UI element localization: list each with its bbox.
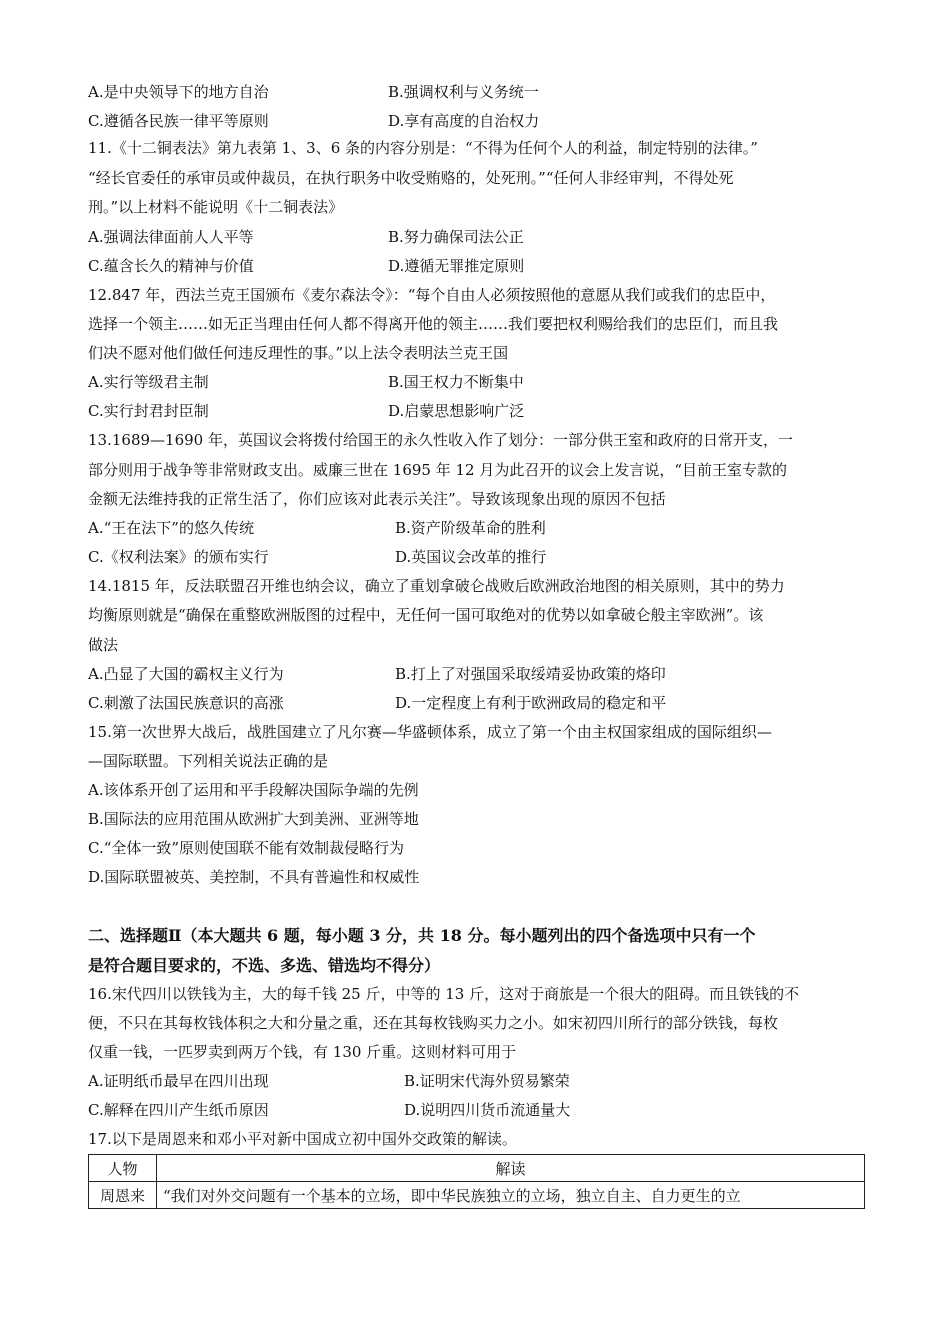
q11-option-b: B.努力确保司法公正 — [388, 228, 524, 246]
q16-option-d: D.说明四川货币流通量大 — [404, 1101, 571, 1119]
table-header-person: 人物 — [89, 1155, 157, 1182]
q14-stem-line1: 14.1815 年，反法联盟召开维也纳会议，确立了重划拿破仑战败后欧洲政治地图的相关原则，其中的势力 — [88, 577, 785, 595]
q14-option-d: D.一定程度上有利于欧洲政局的稳定和平 — [395, 694, 667, 712]
q16-option-b: B.证明宋代海外贸易繁荣 — [404, 1072, 570, 1090]
q17-table — [88, 1154, 865, 1209]
table-cell-interpretation: “我们对外交问题有一个基本的立场，即中华民族独立的立场，独立自主、自力更生的立 — [157, 1182, 865, 1209]
section2-heading-line2: 是符合题目要求的，不选、多选、错选均不得分） — [88, 956, 441, 975]
q12-option-d: D.启蒙思想影响广泛 — [388, 402, 525, 420]
q16-option-a: A.证明纸币最早在四川出现 — [88, 1072, 269, 1090]
q14-stem-line3: 做法 — [88, 636, 119, 654]
q11-option-a: A.强调法律面前人人平等 — [88, 228, 254, 246]
q10-option-b: B.强调权利与义务统一 — [388, 83, 539, 101]
q12-stem-line3: 们决不愿对他们做任何违反理性的事。”以上法令表明法兰克王国 — [88, 344, 509, 362]
q15-option-b: B.国际法的应用范围从欧洲扩大到美洲、亚洲等地 — [88, 810, 419, 828]
q11-option-d: D.遵循无罪推定原则 — [388, 257, 525, 275]
q12-option-b: B.国王权力不断集中 — [388, 373, 524, 391]
q10-option-a: A.是中央领导下的地方自治 — [88, 83, 269, 101]
table-row — [89, 1182, 865, 1209]
q11-stem-line3: 刑。”以上材料不能说明《十二铜表法》 — [88, 198, 344, 216]
q10-option-d: D.享有高度的自治权力 — [388, 112, 540, 130]
q13-option-d: D.英国议会改革的推行 — [395, 548, 547, 566]
q11-option-c: C.蕴含长久的精神与价值 — [88, 257, 254, 275]
q16-option-c: C.解释在四川产生纸币原因 — [88, 1101, 269, 1119]
section2-heading-line1: 二、选择题Ⅱ（本大题共 6 题，每小题 3 分，共 18 分。每小题列出的四个备选项中只有一个 — [88, 926, 756, 945]
q15-stem-line1: 15.第一次世界大战后，战胜国建立了凡尔赛—华盛顿体系，成立了第一个由主权国家组成的国际组织— — [88, 723, 772, 741]
q15-option-a: A.该体系开创了运用和平手段解决国际争端的先例 — [88, 781, 419, 799]
q12-option-a: A.实行等级君主制 — [88, 373, 209, 391]
q13-option-a: A.“王在法下”的悠久传统 — [88, 519, 254, 537]
q15-option-c: C.“全体一致”原则使国联不能有效制裁侵略行为 — [88, 839, 405, 857]
table-cell-person: 周恩来 — [89, 1182, 157, 1209]
q10-option-c: C.遵循各民族一律平等原则 — [88, 112, 269, 130]
q13-option-c: C.《权利法案》的颁布实行 — [88, 548, 269, 566]
q12-option-c: C.实行封君封臣制 — [88, 402, 209, 420]
q17-stem-line1: 17.以下是周恩来和邓小平对新中国成立初中国外交政策的解读。 — [88, 1130, 517, 1148]
q12-stem-line1: 12.847 年，西法兰克王国颁布《麦尔森法令》：“每个自由人必须按照他的意愿从我们或我们的忠臣中， — [88, 286, 776, 304]
q14-option-c: C.刺激了法国民族意识的高涨 — [88, 694, 284, 712]
q16-stem-line2: 便，不只在其每枚钱体积之大和分量之重，还在其每枚钱购买力之小。如宋初四川所行的部分铁钱，每枚 — [88, 1014, 779, 1032]
q12-stem-line2: 选择一个领主……如无正当理由任何人都不得离开他的领主……我们要把权利赐给我们的忠臣们，而且我 — [88, 315, 779, 333]
q16-stem-line1: 16.宋代四川以铁钱为主，大的每千钱 25 斤，中等的 13 斤，这对于商旅是一个很大的阻碍。而且铁钱的不 — [88, 985, 800, 1003]
q11-stem-line1: 11.《十二铜表法》第九表第 1、3、6 条的内容分别是：“不得为任何个人的利益，制定特别的法律。” — [88, 139, 758, 157]
q14-option-b: B.打上了对强国采取绥靖妥协政策的烙印 — [395, 665, 666, 683]
q14-option-a: A.凸显了大国的霸权主义行为 — [88, 665, 284, 683]
q13-option-b: B.资产阶级革命的胜利 — [395, 519, 546, 537]
table-header-row — [89, 1155, 865, 1182]
q13-stem-line2: 部分则用于战争等非常财政支出。威廉三世在 1695 年 12 月为此召开的议会上发言说，“目前王室专款的 — [88, 461, 788, 479]
q16-stem-line3: 仅重一钱，一匹罗卖到两万个钱，有 130 斤重。这则材料可用于 — [88, 1043, 517, 1061]
table-header-interpretation: 解读 — [157, 1155, 865, 1182]
q13-stem-line3: 金额无法维持我的正常生活了，你们应该对此表示关注”。导致该现象出现的原因不包括 — [88, 490, 666, 508]
q14-stem-line2: 均衡原则就是“确保在重整欧洲版图的过程中，无任何一国可取绝对的优势以如拿破仑般主宰欧洲”。该 — [88, 606, 764, 624]
q15-stem-line2: —国际联盟。下列相关说法正确的是 — [88, 752, 329, 770]
q13-stem-line1: 13.1689—1690 年，英国议会将拨付给国王的永久性收入作了划分：一部分供王室和政府的日常开支，一 — [88, 431, 793, 449]
q11-stem-line2: “经长官委任的承审员或仲裁员，在执行职务中收受贿赂的，处死刑。”“任何人非经审判，不得处死 — [88, 169, 734, 187]
q15-option-d: D.国际联盟被英、美控制，不具有普遍性和权威性 — [88, 868, 420, 886]
